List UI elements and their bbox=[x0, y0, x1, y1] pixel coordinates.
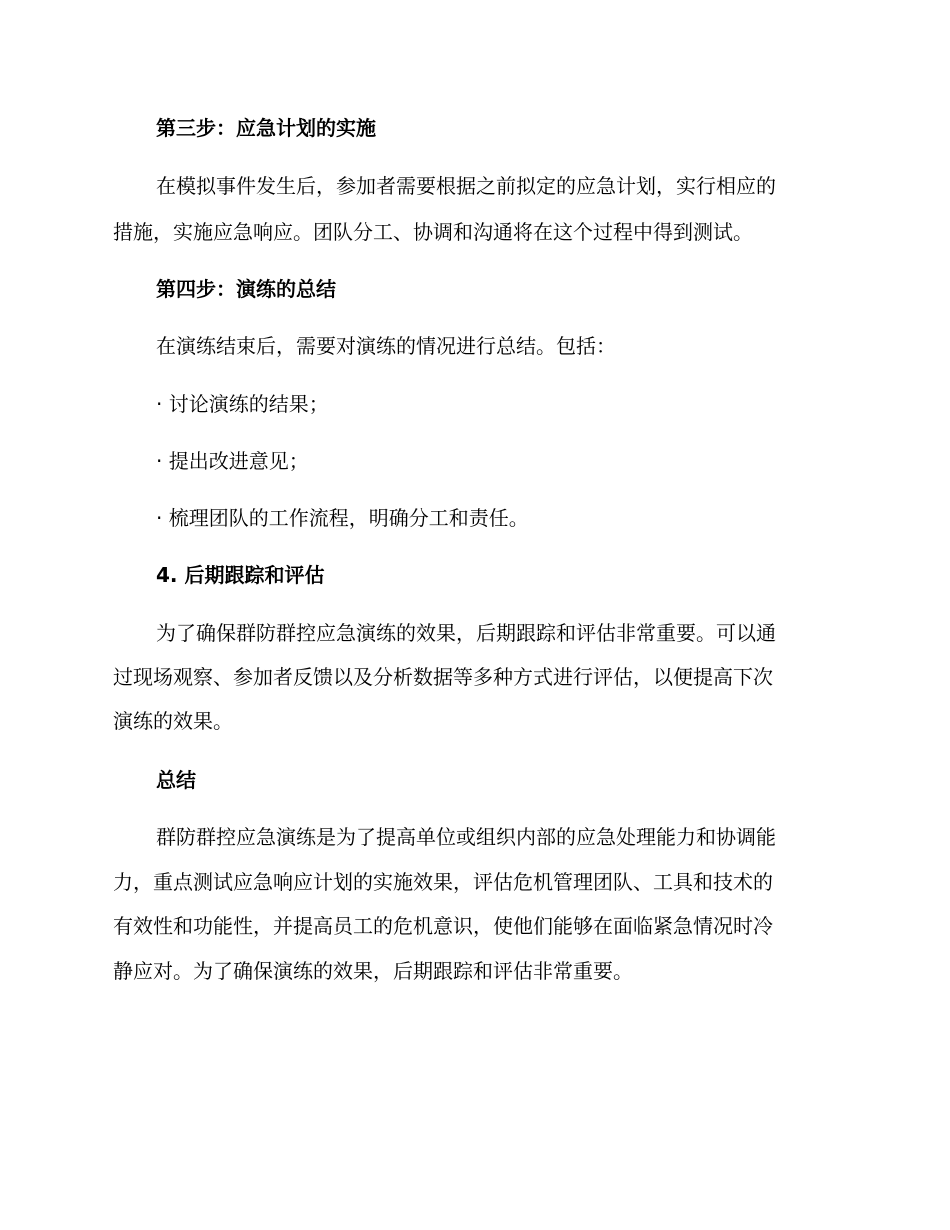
step3-heading: 第三步：应急计划的实施 bbox=[156, 116, 376, 140]
section4-paragraph-line-1: 为了确保群防群控应急演练的效果，后期跟踪和评估非常重要。可以通 bbox=[156, 621, 776, 645]
summary-heading: 总结 bbox=[156, 768, 196, 792]
bullet-item: · 讨论演练的结果； bbox=[156, 392, 329, 416]
summary-paragraph-line-3: 有效性和功能性，并提高员工的危机意识，使他们能够在面临紧急情况时冷 bbox=[113, 914, 773, 938]
bullet-item: · 梳理团队的工作流程，明确分工和责任。 bbox=[156, 506, 529, 530]
step3-paragraph-line-1: 在模拟事件发生后，参加者需要根据之前拟定的应急计划，实行相应的 bbox=[156, 174, 776, 198]
step3-paragraph-line-2: 措施，实施应急响应。团队分工、协调和沟通将在这个过程中得到测试。 bbox=[113, 220, 753, 244]
section4-paragraph-line-2: 过现场观察、参加者反馈以及分析数据等多种方式进行评估，以便提高下次 bbox=[113, 665, 773, 689]
summary-paragraph-line-2: 力，重点测试应急响应计划的实施效果，评估危机管理团队、工具和技术的 bbox=[113, 870, 773, 894]
summary-paragraph-line-1: 群防群控应急演练是为了提高单位或组织内部的应急处理能力和协调能 bbox=[156, 825, 776, 849]
summary-paragraph-line-4: 静应对。为了确保演练的效果，后期跟踪和评估非常重要。 bbox=[113, 959, 633, 983]
section4-heading: 4. 后期跟踪和评估 bbox=[156, 563, 325, 587]
bullet-item: · 提出改进意见； bbox=[156, 449, 309, 473]
step4-heading: 第四步：演练的总结 bbox=[156, 277, 336, 301]
section4-paragraph-line-3: 演练的效果。 bbox=[113, 709, 233, 733]
step4-intro: 在演练结束后，需要对演练的情况进行总结。包括： bbox=[156, 334, 616, 358]
